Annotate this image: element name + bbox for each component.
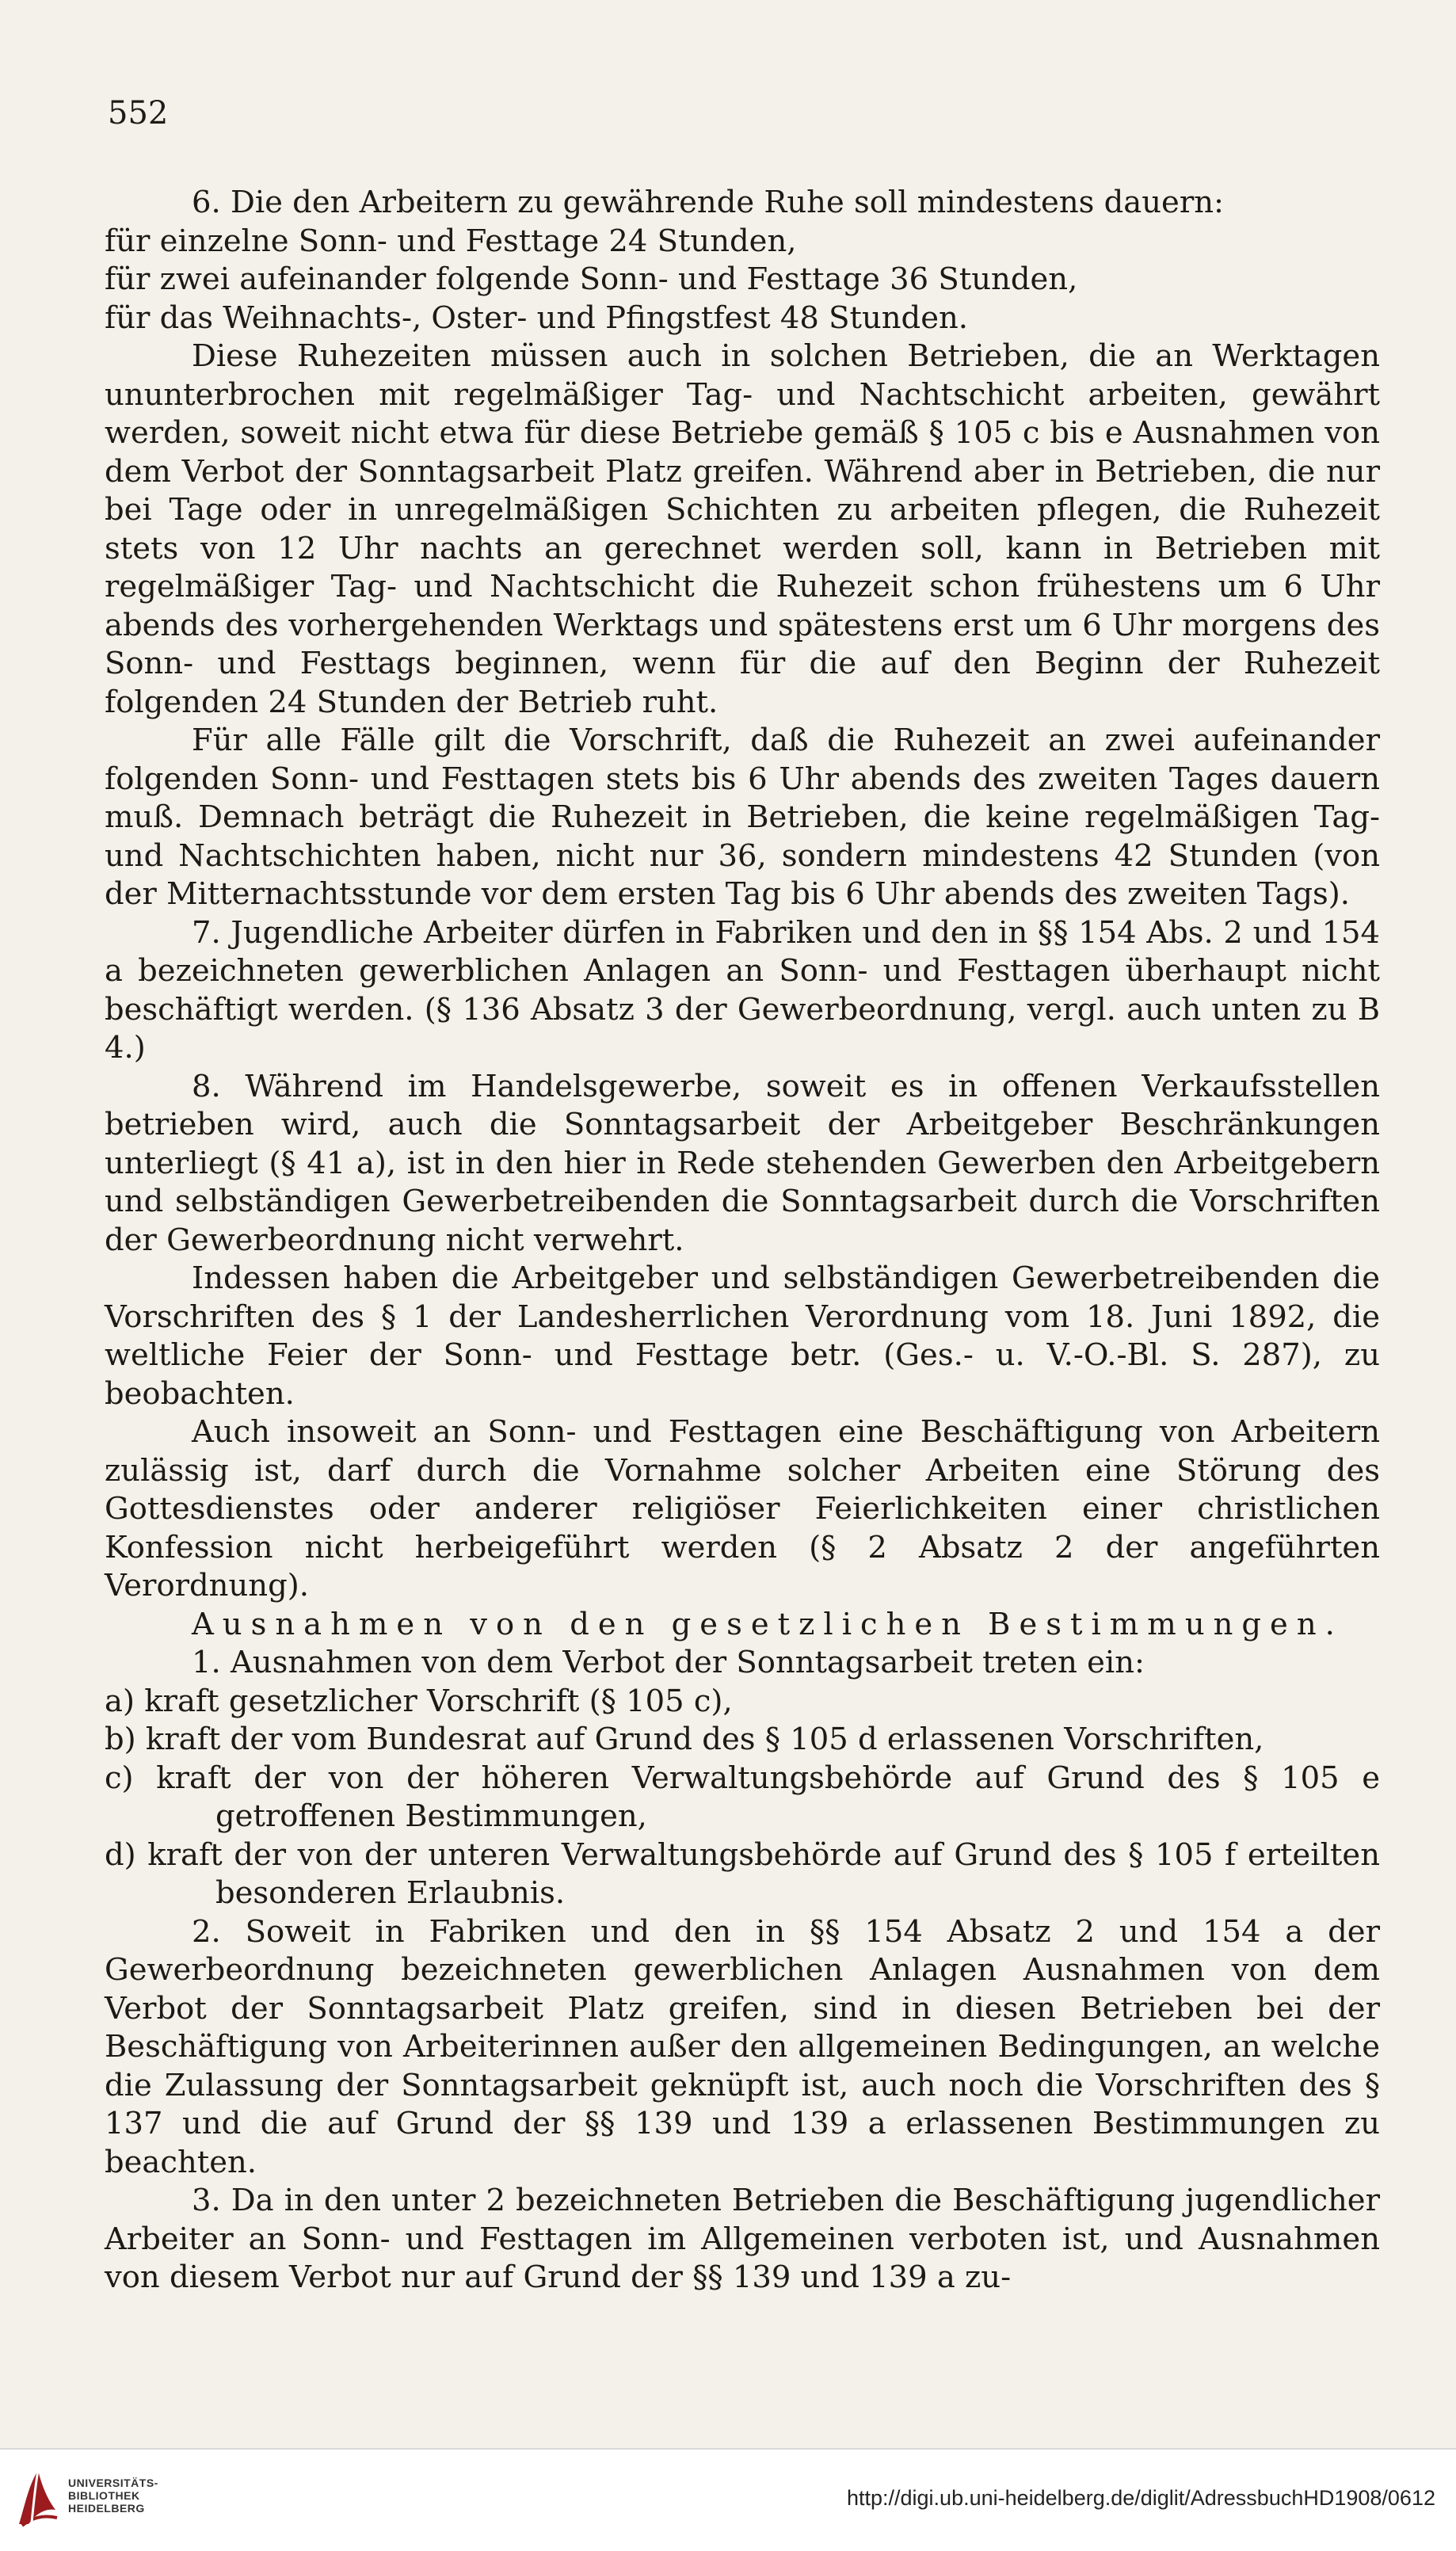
paragraph-all-cases: Für alle Fälle gilt die Vorschrift, daß die Ruhezeit an zwei aufeinander folgenden Sonn- und Festtagen stets bis 6 Uhr abends des zweiten Tages dauern muß. Demnach beträgt die Ruhezeit in Betrieben, die keine regelmäßigen Tag- und Nachtschichten haben, nicht nur 36, sondern mindestens 42 Stunden (von der Mitternachtsstunde vor dem ersten Tag bis 6 Uhr abends des zweiten Tags). (105, 723, 1380, 912)
exception-item-c: c) kraft der von der höheren Verwaltungsbehörde auf Grund des § 105 e getroffenen Bestimmungen, (105, 1760, 1380, 1834)
page-number: 552 (108, 95, 169, 132)
exception-1-intro: 1. Ausnahmen von dem Verbot der Sonntagsarbeit treten ein: (192, 1645, 1145, 1680)
library-logo-text (68, 2477, 158, 2515)
section-heading-exceptions: Ausnahmen von den gesetzlichen Bestimmungen. (192, 1606, 1344, 1642)
paragraph-continuous-operation: Diese Ruhezeiten müssen auch in solchen Betrieben, die an Werktagen ununterbrochen mit regelmäßiger Tag- und Nachtschicht arbeiten, gewährt werden, soweit nicht etwa für diese Betriebe gemäß § 105 c bis e Ausnahmen von dem Verbot der Sonntagsarbeit Platz greifen. Während aber in Betrieben, die nur bei Tage oder in unregelmäßigen Schichten zu arbeiten pflegen, die Ruhezeit stets von 12 Uhr nachts an gerechnet werden soll, kann in Betrieben mit regelmäßiger Tag- und Nachtschicht die Ruhezeit schon frühestens um 6 Uhr abends des vorhergehenden Werktags und spätestens erst um 6 Uhr morgens des Sonn- und Festtags beginnen, wenn für die auf den Beginn der Ruhezeit folgenden 24 Stunden der Betrieb ruht. (105, 338, 1380, 720)
logo-line-1: UNIVERSITÄTS- (68, 2477, 158, 2489)
exception-2-women-workers: 2. Soweit in Fabriken und den in §§ 154 Absatz 2 und 154 a der Gewerbeordnung bezeichneten gewerblichen Anlagen Ausnahmen von dem Verbot der Sonntagsarbeit Platz greifen, sind in diesen Betrieben bei der Beschäftigung von Arbeiterinnen außer den allgemeinen Bedingungen, an welche die Zulassung der Sonntagsarbeit geknüpft ist, auch noch die Vorschriften des § 137 und die auf Grund der §§ 139 und 139 a erlassenen Bestimmungen zu beachten. (105, 1913, 1380, 2180)
rest-period-major-feasts: für das Weihnachts-, Oster- und Pfingstfest 48 Stunden. (105, 299, 969, 336)
library-logo[interactable] (14, 2461, 196, 2532)
exception-item-a: a) kraft gesetzlicher Vorschrift (§ 105 c), (105, 1683, 733, 1719)
source-url-link[interactable]: http://digi.ub.uni-heidelberg.de/diglit/AdressbuchHD1908/0612 (846, 2486, 1435, 2510)
exception-item-d: d) kraft der von der unteren Verwaltungsbehörde auf Grund des § 105 f erteilten besonderen Erlaubnis. (105, 1836, 1380, 1911)
rest-period-single-holiday: für einzelne Sonn- und Festtage 24 Stunden, (105, 223, 797, 259)
exception-item-b: b) kraft der vom Bundesrat auf Grund des § 105 d erlassenen Vorschriften, (105, 1722, 1264, 1757)
library-logo-icon (14, 2462, 60, 2530)
rule-8-trade: 8. Während im Handelsgewerbe, soweit es in offenen Verkaufsstellen betrieben wird, auch die Sonntagsarbeit der Arbeitgeber Beschränkungen unterliegt (§ 41 a), ist in den hier in Rede stehenden Gewerben den Arbeitgebern und selbständigen Gewerbetreibenden die Sonntagsarbeit durch die Vorschriften der Gewerbeordnung nicht verwehrt. (105, 1068, 1380, 1258)
paragraph-ordinance-1892: Indessen haben die Arbeitgeber und selbständigen Gewerbetreibenden die Vorschriften des § 1 der Landesherrlichen Verordnung vom 18. Juni 1892, die weltliche Feier der Sonn- und Festtage betr. (Ges.- u. V.-O.-Bl. S. 287), zu beobachten. (105, 1260, 1380, 1412)
footer-divider (0, 2448, 1456, 2450)
rest-period-two-holidays: für zwei aufeinander folgende Sonn- und Festtage 36 Stunden, (105, 261, 1078, 297)
rule-7-youth: 7. Jugendliche Arbeiter dürfen in Fabriken und den in §§ 154 Abs. 2 und 154 a bezeichneten gewerblichen Anlagen an Sonn- und Festtagen überhaupt nicht beschäftigt werden. (§ 136 Absatz 3 der Gewerbeordnung, vergl. auch unten zu B 4.) (105, 914, 1380, 1066)
exception-3-youth-workers: 3. Da in den unter 2 bezeichneten Betrieben die Beschäftigung jugendlicher Arbeiter an Sonn- und Festtagen im Allgemeinen verboten ist, und Ausnahmen von diesem Verbot nur auf Grund der §§ 139 und 139 a zu- (105, 2183, 1380, 2295)
rule-6-intro: 6. Die den Arbeitern zu gewährende Ruhe soll mindestens dauern: (192, 185, 1224, 220)
paragraph-worship-disturbance: Auch insoweit an Sonn- und Festtagen eine Beschäftigung von Arbeitern zulässig ist, darf durch die Vornahme solcher Arbeiten eine Störung des Gottesdienstes oder anderer religiöser Feierlichkeiten einer christlichen Konfession nicht herbeigeführt werden (§ 2 Absatz 2 der angeführten Verordnung). (105, 1414, 1380, 1603)
logo-line-3: HEIDELBERG (68, 2502, 145, 2515)
page-text (105, 184, 1380, 2297)
logo-line-2: BIBLIOTHEK (68, 2489, 140, 2502)
